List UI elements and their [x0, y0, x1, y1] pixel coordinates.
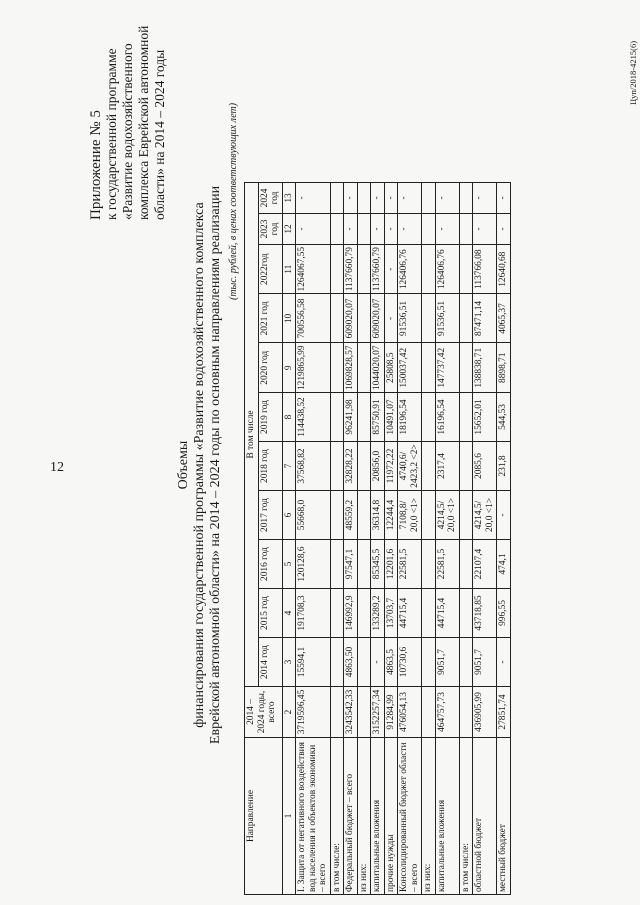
document-title — [176, 185, 224, 745]
cell-value: 8898,71 — [497, 343, 511, 393]
cell-value: - — [371, 638, 385, 687]
cell-value — [459, 294, 473, 343]
cell-value: 12244,4 — [384, 491, 398, 540]
cell-value — [330, 442, 344, 491]
cell-value: 147737,42 — [435, 343, 459, 393]
cell-value — [357, 491, 371, 540]
cell-value — [357, 589, 371, 638]
cell-value: 44715,4 — [398, 589, 422, 638]
cell-value: 114438,52 — [296, 393, 331, 442]
cell-value — [422, 589, 436, 638]
cell-value: 996,55 — [497, 589, 511, 638]
title-line: Еврейской автономной области» на 2014 – 2024 годы по основным направлениям реализации — [208, 185, 223, 745]
row-label: I. Защита от негативного воздействия вод населения и объектов экономики – всего — [296, 738, 331, 895]
cell-value: 476054,13 — [398, 687, 422, 738]
column-number: 8 — [282, 393, 296, 442]
cell-value: 126406,76 — [398, 244, 422, 294]
cell-value: 3719596,45 — [296, 687, 331, 738]
cell-value — [422, 638, 436, 687]
row-label: из них: — [357, 738, 371, 895]
table-row — [357, 182, 371, 894]
table-row — [435, 182, 459, 894]
cell-value: 126406,76 — [435, 244, 459, 294]
cell-value: 3152257,34 — [371, 687, 385, 738]
cell-value — [459, 589, 473, 638]
appendix-line: к государственной программе — [104, 48, 119, 220]
cell-value: 22581,5 — [398, 540, 422, 589]
cell-value: 12640,68 — [497, 244, 511, 294]
cell-value: 4214,5/ 20,0 <1> — [473, 491, 497, 540]
cell-value: - — [344, 213, 358, 244]
cell-value: 474,1 — [497, 540, 511, 589]
cell-value: - — [398, 182, 422, 213]
cell-value — [330, 213, 344, 244]
cell-value: 1044020,07 — [371, 343, 385, 393]
cell-value: 231,8 — [497, 442, 511, 491]
cell-value: 85345,5 — [371, 540, 385, 589]
cell-value: 16196,54 — [435, 393, 459, 442]
cell-value: - — [497, 182, 511, 213]
cell-value — [330, 589, 344, 638]
column-number: 5 — [282, 540, 296, 589]
cell-value: - — [398, 213, 422, 244]
cell-value — [422, 442, 436, 491]
header-year: 2022год — [258, 244, 282, 294]
cell-value: 18196,54 — [398, 393, 422, 442]
cell-value: - — [384, 294, 398, 343]
cell-value — [357, 244, 371, 294]
cell-value — [422, 294, 436, 343]
cell-value: - — [497, 491, 511, 540]
cell-value: - — [497, 213, 511, 244]
cell-value — [459, 244, 473, 294]
cell-value — [357, 182, 371, 213]
header-year: 2020 год — [258, 343, 282, 393]
header-year: 2015 год — [258, 589, 282, 638]
column-number: 9 — [282, 343, 296, 393]
cell-value: 609020,07 — [371, 294, 385, 343]
cell-value: 91284,99 — [384, 687, 398, 738]
cell-value: - — [384, 213, 398, 244]
row-label: Федеральный бюджет – всего — [344, 738, 358, 895]
cell-value: - — [497, 638, 511, 687]
column-number: 4 — [282, 589, 296, 638]
cell-value: 96241,98 — [344, 393, 358, 442]
table-row — [344, 182, 358, 894]
cell-value: 9051,7 — [473, 638, 497, 687]
row-label: в том числе: — [330, 738, 344, 895]
table-row — [384, 182, 398, 894]
cell-value — [357, 540, 371, 589]
cell-value: 15594,1 — [296, 638, 331, 687]
table-row — [296, 182, 331, 894]
header-year: 2018 год — [258, 442, 282, 491]
cell-value: - — [435, 182, 459, 213]
table-row — [422, 182, 436, 894]
cell-value: 1137660,79 — [344, 244, 358, 294]
cell-value — [422, 540, 436, 589]
cell-value: 4214,5/ 20,0 <1> — [435, 491, 459, 540]
cell-value: 13703,7 — [384, 589, 398, 638]
header-year: 2019 год — [258, 393, 282, 442]
row-label: прочие нужды — [384, 738, 398, 895]
cell-value: 22581,5 — [435, 540, 459, 589]
table-row — [371, 182, 385, 894]
cell-value: - — [371, 182, 385, 213]
cell-value: 11972,22 — [384, 442, 398, 491]
header-year: 2014 год — [258, 638, 282, 687]
column-number: 6 — [282, 491, 296, 540]
cell-value — [330, 244, 344, 294]
column-number: 3 — [282, 638, 296, 687]
header-year: 2024 год — [258, 182, 282, 213]
table-row — [330, 182, 344, 894]
cell-value — [422, 491, 436, 540]
cell-value: 146992,9 — [344, 589, 358, 638]
units-note: (тыс. рублей, в ценах соответствующих лет) — [228, 102, 239, 300]
appendix-line: комплекса Еврейской автономной — [136, 25, 151, 220]
column-number: 2 — [282, 687, 296, 738]
cell-value: 4863,5 — [384, 638, 398, 687]
cell-value: 12201,6 — [384, 540, 398, 589]
cell-value: 464757,73 — [435, 687, 459, 738]
cell-value: 10730,6 — [398, 638, 422, 687]
cell-value: 10491,07 — [384, 393, 398, 442]
cell-value — [357, 294, 371, 343]
cell-value: - — [473, 182, 497, 213]
cell-value — [459, 343, 473, 393]
column-number: 7 — [282, 442, 296, 491]
cell-value: 150037,42 — [398, 343, 422, 393]
cell-value: 25808,5 — [384, 343, 398, 393]
cell-value: 48559,2 — [344, 491, 358, 540]
appendix-block — [88, 0, 168, 220]
cell-value — [422, 182, 436, 213]
table-row — [459, 182, 473, 894]
cell-value — [330, 393, 344, 442]
table-row — [473, 182, 497, 894]
cell-value — [357, 442, 371, 491]
header-year: 2016 год — [258, 540, 282, 589]
cell-value: 15652,01 — [473, 393, 497, 442]
row-label: областной бюджет — [473, 738, 497, 895]
cell-value: 36314,8 — [371, 491, 385, 540]
cell-value: - — [384, 182, 398, 213]
cell-value: - — [296, 213, 331, 244]
cell-value: - — [371, 213, 385, 244]
cell-value: 44715,4 — [435, 589, 459, 638]
cell-value: 9051,7 — [435, 638, 459, 687]
cell-value: 55668,0 — [296, 491, 331, 540]
cell-value: - — [296, 182, 331, 213]
cell-value: 436905,99 — [473, 687, 497, 738]
appendix-line: «Развитие водохозяйственного — [120, 43, 135, 220]
cell-value: - — [435, 213, 459, 244]
cell-value — [330, 540, 344, 589]
cell-value: 1069828,57 — [344, 343, 358, 393]
header-year: 2023 год — [258, 213, 282, 244]
table-row — [398, 182, 422, 894]
cell-value: 43718,85 — [473, 589, 497, 638]
cell-value: 2085,6 — [473, 442, 497, 491]
cell-value — [330, 343, 344, 393]
cell-value — [330, 182, 344, 213]
cell-value: 544,53 — [497, 393, 511, 442]
header-direction: Направление — [245, 738, 283, 895]
header-year: 2021 год — [258, 294, 282, 343]
header-total: 2014 – 2024 годы, всего — [245, 687, 283, 738]
cell-value: - — [384, 244, 398, 294]
cell-value — [422, 244, 436, 294]
cell-value — [330, 294, 344, 343]
cell-value: - — [473, 213, 497, 244]
cell-value — [459, 213, 473, 244]
cell-value: 4065,37 — [497, 294, 511, 343]
cell-value: 700556,58 — [296, 294, 331, 343]
cell-value — [459, 393, 473, 442]
column-number: 10 — [282, 294, 296, 343]
cell-value: 37568,82 — [296, 442, 331, 491]
cell-value — [459, 687, 473, 738]
cell-value — [459, 491, 473, 540]
page-number: 12 — [50, 460, 64, 475]
cell-value — [357, 687, 371, 738]
cell-value — [357, 213, 371, 244]
header-including: В том числе — [245, 182, 259, 686]
cell-value — [422, 213, 436, 244]
cell-value — [330, 491, 344, 540]
header-year: 2017 год — [258, 491, 282, 540]
cell-value — [422, 393, 436, 442]
row-label: капитальные вложения — [371, 738, 385, 895]
column-number: 13 — [282, 182, 296, 213]
cell-value — [459, 442, 473, 491]
cell-value: 4863,50 — [344, 638, 358, 687]
cell-value: 1137660,79 — [371, 244, 385, 294]
cell-value: 85750,91 — [371, 393, 385, 442]
cell-value — [422, 687, 436, 738]
row-label: из них: — [422, 738, 436, 895]
document-code: Цуп/2018-4215(6) — [628, 40, 638, 105]
cell-value — [330, 638, 344, 687]
column-number: 1 — [282, 738, 296, 895]
cell-value: 113766,08 — [473, 244, 497, 294]
cell-value: 87471,14 — [473, 294, 497, 343]
cell-value: 191708,3 — [296, 589, 331, 638]
cell-value: - — [344, 182, 358, 213]
cell-value — [357, 343, 371, 393]
cell-value: 20856,0 — [371, 442, 385, 491]
table-row — [497, 182, 511, 894]
cell-value: 1264067,55 — [296, 244, 331, 294]
appendix-line: области» на 2014 – 2024 годы — [152, 49, 167, 220]
row-label: капитальные вложения — [435, 738, 459, 895]
column-number: 11 — [282, 244, 296, 294]
title-line: финансирования государственной программы «Развитие водохозяйственного комплекса — [192, 202, 207, 728]
row-label: Консолидированный бюджет области – всего — [398, 738, 422, 895]
cell-value: 7108,8/ 20,0 <1> — [398, 491, 422, 540]
cell-value: 91536,51 — [435, 294, 459, 343]
cell-value: 3243542,33 — [344, 687, 358, 738]
title-line: Объемы — [176, 440, 191, 490]
cell-value — [357, 393, 371, 442]
cell-value: 27851,74 — [497, 687, 511, 738]
cell-value: 138838,71 — [473, 343, 497, 393]
cell-value — [357, 638, 371, 687]
cell-value: 22107,4 — [473, 540, 497, 589]
financing-table — [244, 182, 511, 895]
row-label: местный бюджет — [497, 738, 511, 895]
appendix-line: Приложение № 5 — [88, 110, 104, 220]
cell-value: 2317,4 — [435, 442, 459, 491]
column-number: 12 — [282, 213, 296, 244]
cell-value: 609020,07 — [344, 294, 358, 343]
cell-value — [459, 182, 473, 213]
cell-value: 91536,51 — [398, 294, 422, 343]
cell-value: 4740,6/ 2423,2 <2> — [398, 442, 422, 491]
cell-value: 133289,2 — [371, 589, 385, 638]
row-label: в том числе: — [459, 738, 473, 895]
cell-value: 1219865,99 — [296, 343, 331, 393]
cell-value — [459, 638, 473, 687]
cell-value: 97547,1 — [344, 540, 358, 589]
cell-value: 120128,6 — [296, 540, 331, 589]
cell-value — [422, 343, 436, 393]
cell-value — [330, 687, 344, 738]
cell-value: 32828,22 — [344, 442, 358, 491]
cell-value — [459, 540, 473, 589]
